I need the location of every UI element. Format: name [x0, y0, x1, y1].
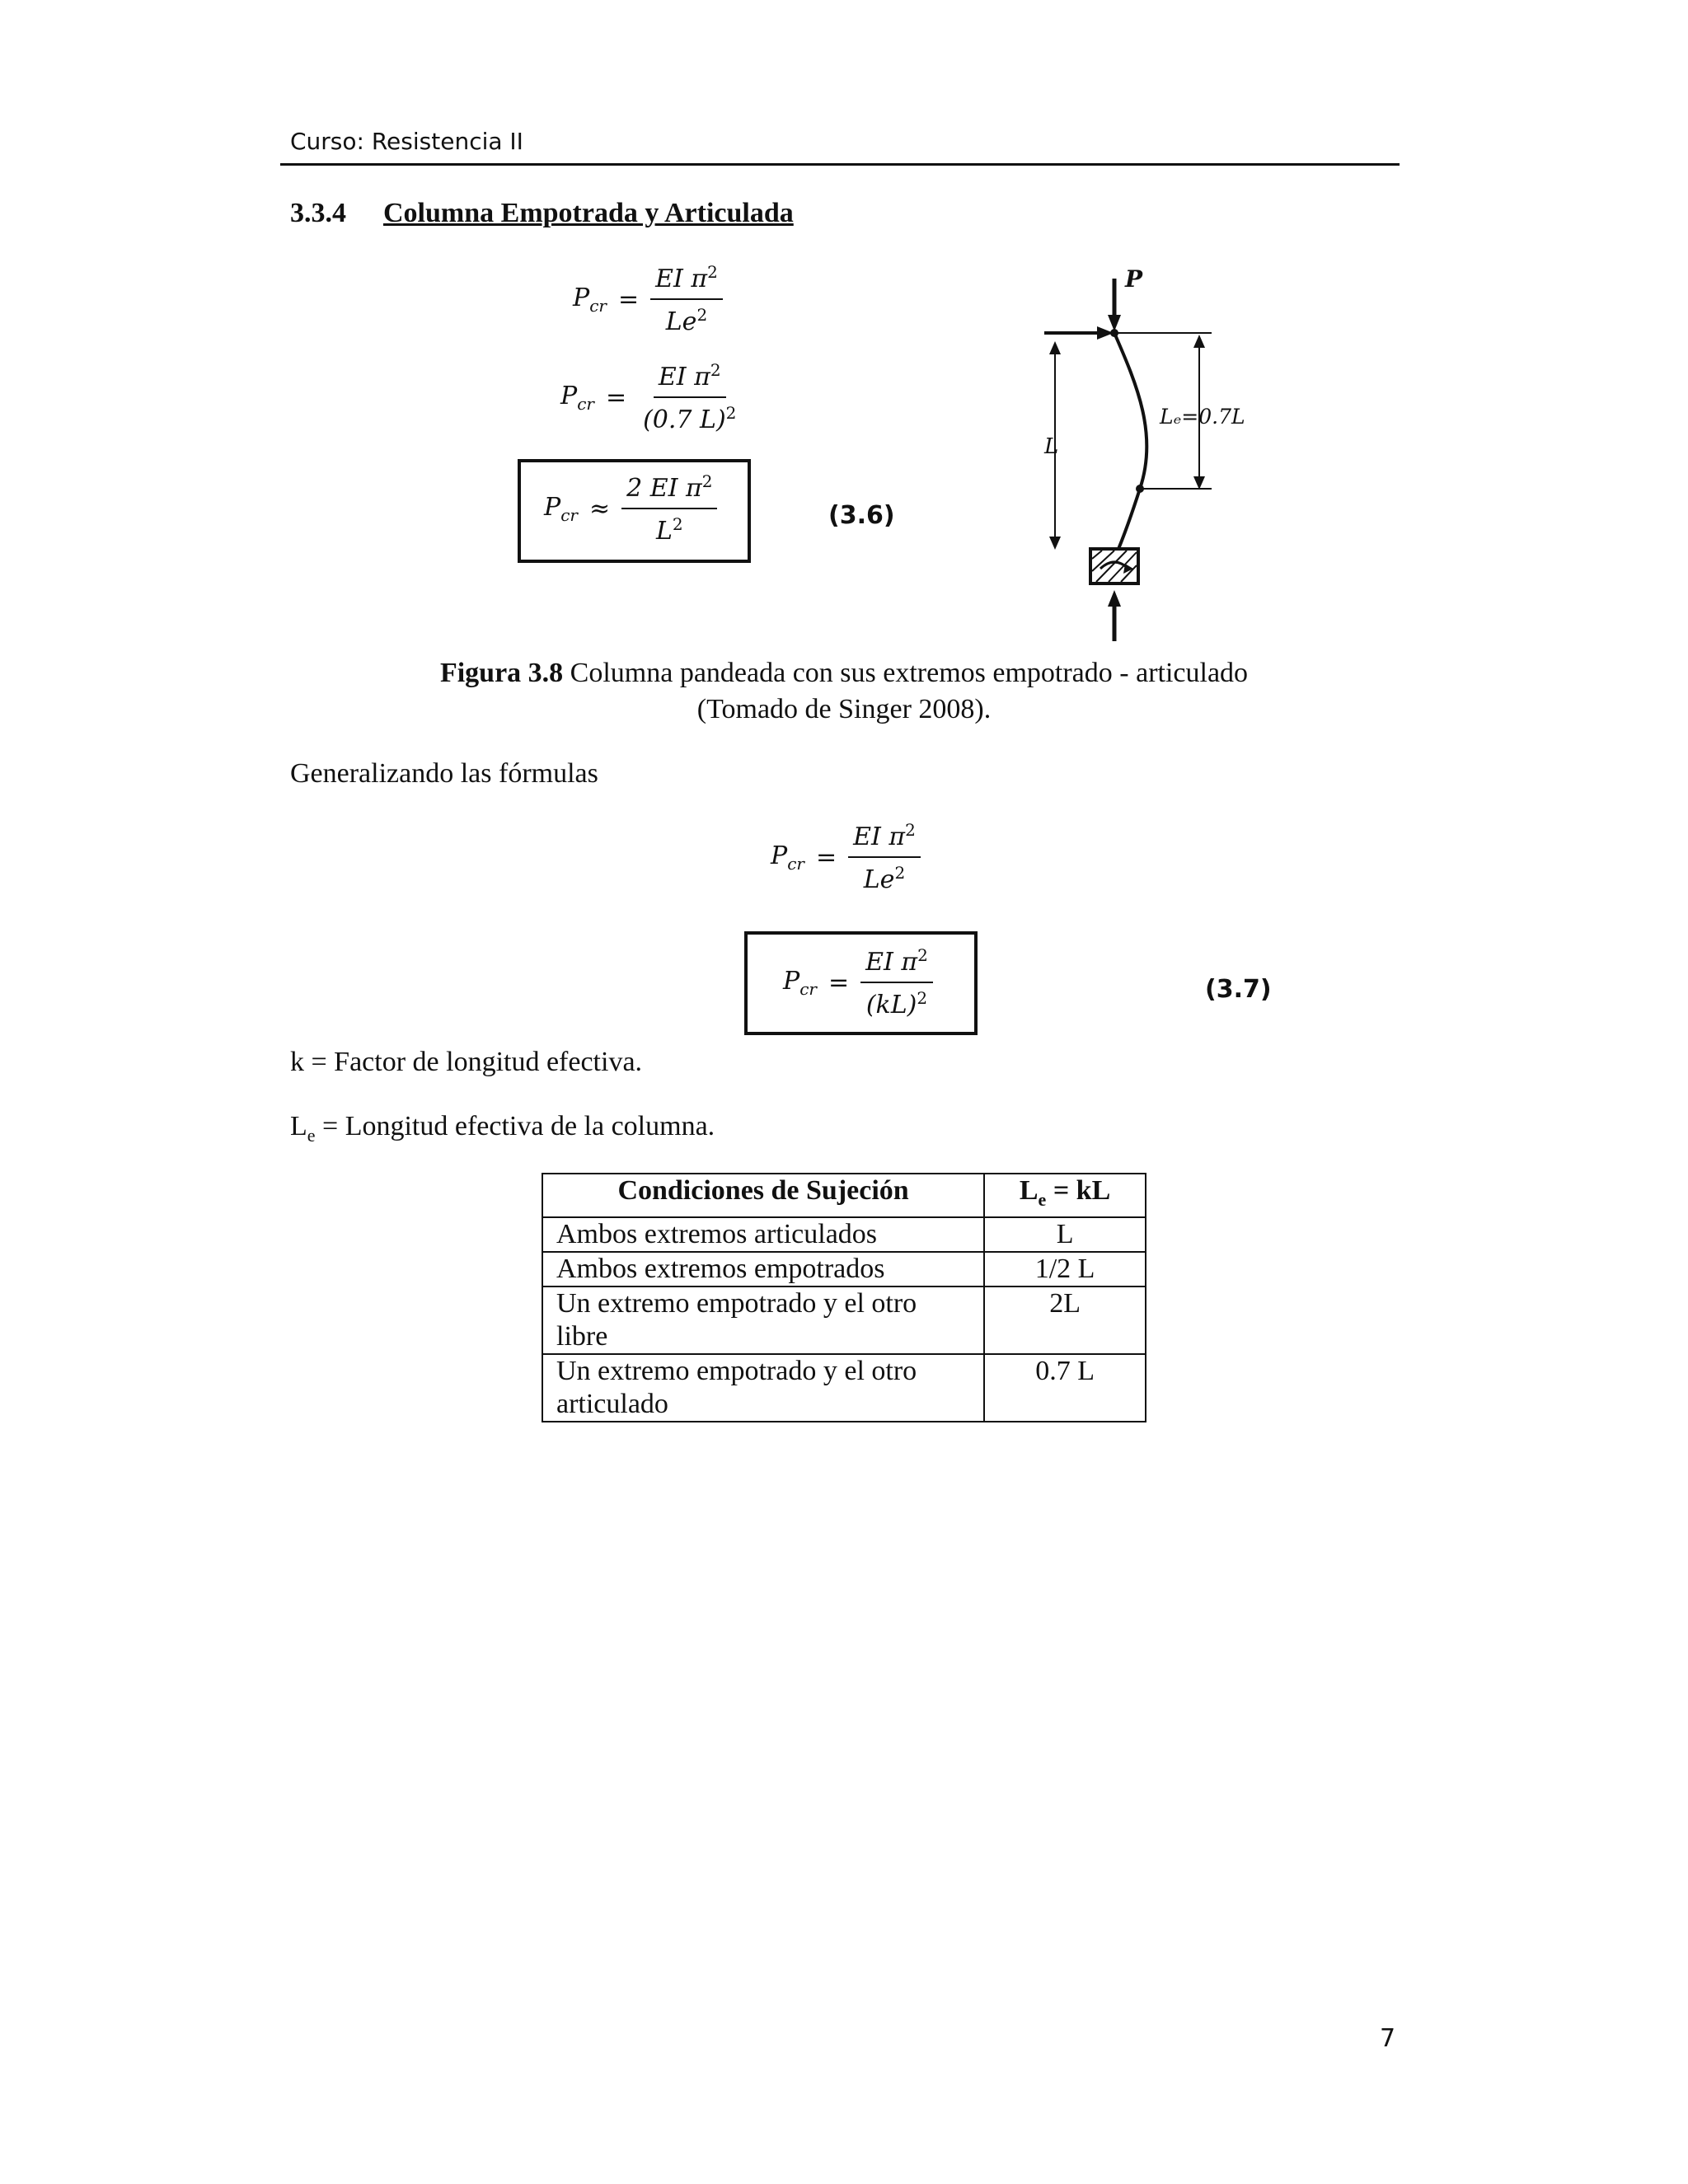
equation-number-3-6: (3.6) [828, 501, 895, 530]
condition-cell: Un extremo empotrado y el otro libre [542, 1286, 984, 1354]
value-cell: 1/2 L [984, 1252, 1146, 1286]
equation-critical-load-07L: $P_{cr}$ = $\frac{EI \pi^2}{(0.7 L)^2}$ [560, 360, 737, 434]
table-row [542, 1286, 1146, 1354]
equation-general-effective: $P_{cr}$ = $\frac{EI \pi^2}{Le^2}$ [771, 820, 921, 894]
definition-k: k = Factor de longitud efectiva. [290, 1047, 643, 1077]
column-buckling-figure [1001, 262, 1282, 645]
value-cell: L [984, 1217, 1146, 1252]
table-header-row [542, 1174, 1146, 1217]
definition-le: $L_e$ = Longitud efectiva de la columna. [290, 1111, 715, 1146]
value-cell: 2L [984, 1286, 1146, 1354]
condition-cell: Ambos extremos empotrados [542, 1252, 984, 1286]
equation-critical-load-effective: $P_{cr}$ = $\frac{EI \pi^2}{Le^2}$ [573, 262, 723, 336]
inflection-point [1136, 485, 1144, 493]
page-number: 7 [1380, 2024, 1396, 2053]
section-number: 3.3.4 [290, 198, 346, 228]
buckled-column [1114, 333, 1146, 559]
table-row [542, 1217, 1146, 1252]
effective-length-label: Lₑ=0.7L [1160, 405, 1245, 429]
header-rule [280, 163, 1400, 166]
header-condition: Condiciones de Sujeción [542, 1174, 984, 1217]
running-header: Curso: Resistencia II [290, 128, 523, 155]
effective-length-table [542, 1173, 1146, 1422]
equation-3-6: $P_{cr}$ ≈ $\frac{2 EI \pi^2}{L^2}$ [544, 471, 717, 546]
equation-number-3-7: (3.7) [1205, 975, 1272, 1004]
condition-cell: Ambos extremos articulados [542, 1217, 984, 1252]
figure-caption: Figura 3.8 Columna pandeada con sus extremos empotrado - articulado (Tomado de Singer 2008). [439, 658, 1249, 724]
table-row [542, 1252, 1146, 1286]
paragraph-generalizing: Generalizando las fórmulas [290, 758, 598, 789]
section-title: Columna Empotrada y Articulada [383, 198, 794, 228]
table-row [542, 1354, 1146, 1422]
condition-cell: Un extremo empotrado y el otro articulado [542, 1354, 984, 1422]
load-label: P [1125, 265, 1143, 293]
header-value: $L_e$ = kL [984, 1174, 1146, 1217]
equation-3-7: $P_{cr}$ = $\frac{EI \pi^2}{(kL)^2}$ [783, 945, 933, 1019]
value-cell: 0.7 L [984, 1354, 1146, 1422]
length-label: L [1044, 434, 1059, 459]
